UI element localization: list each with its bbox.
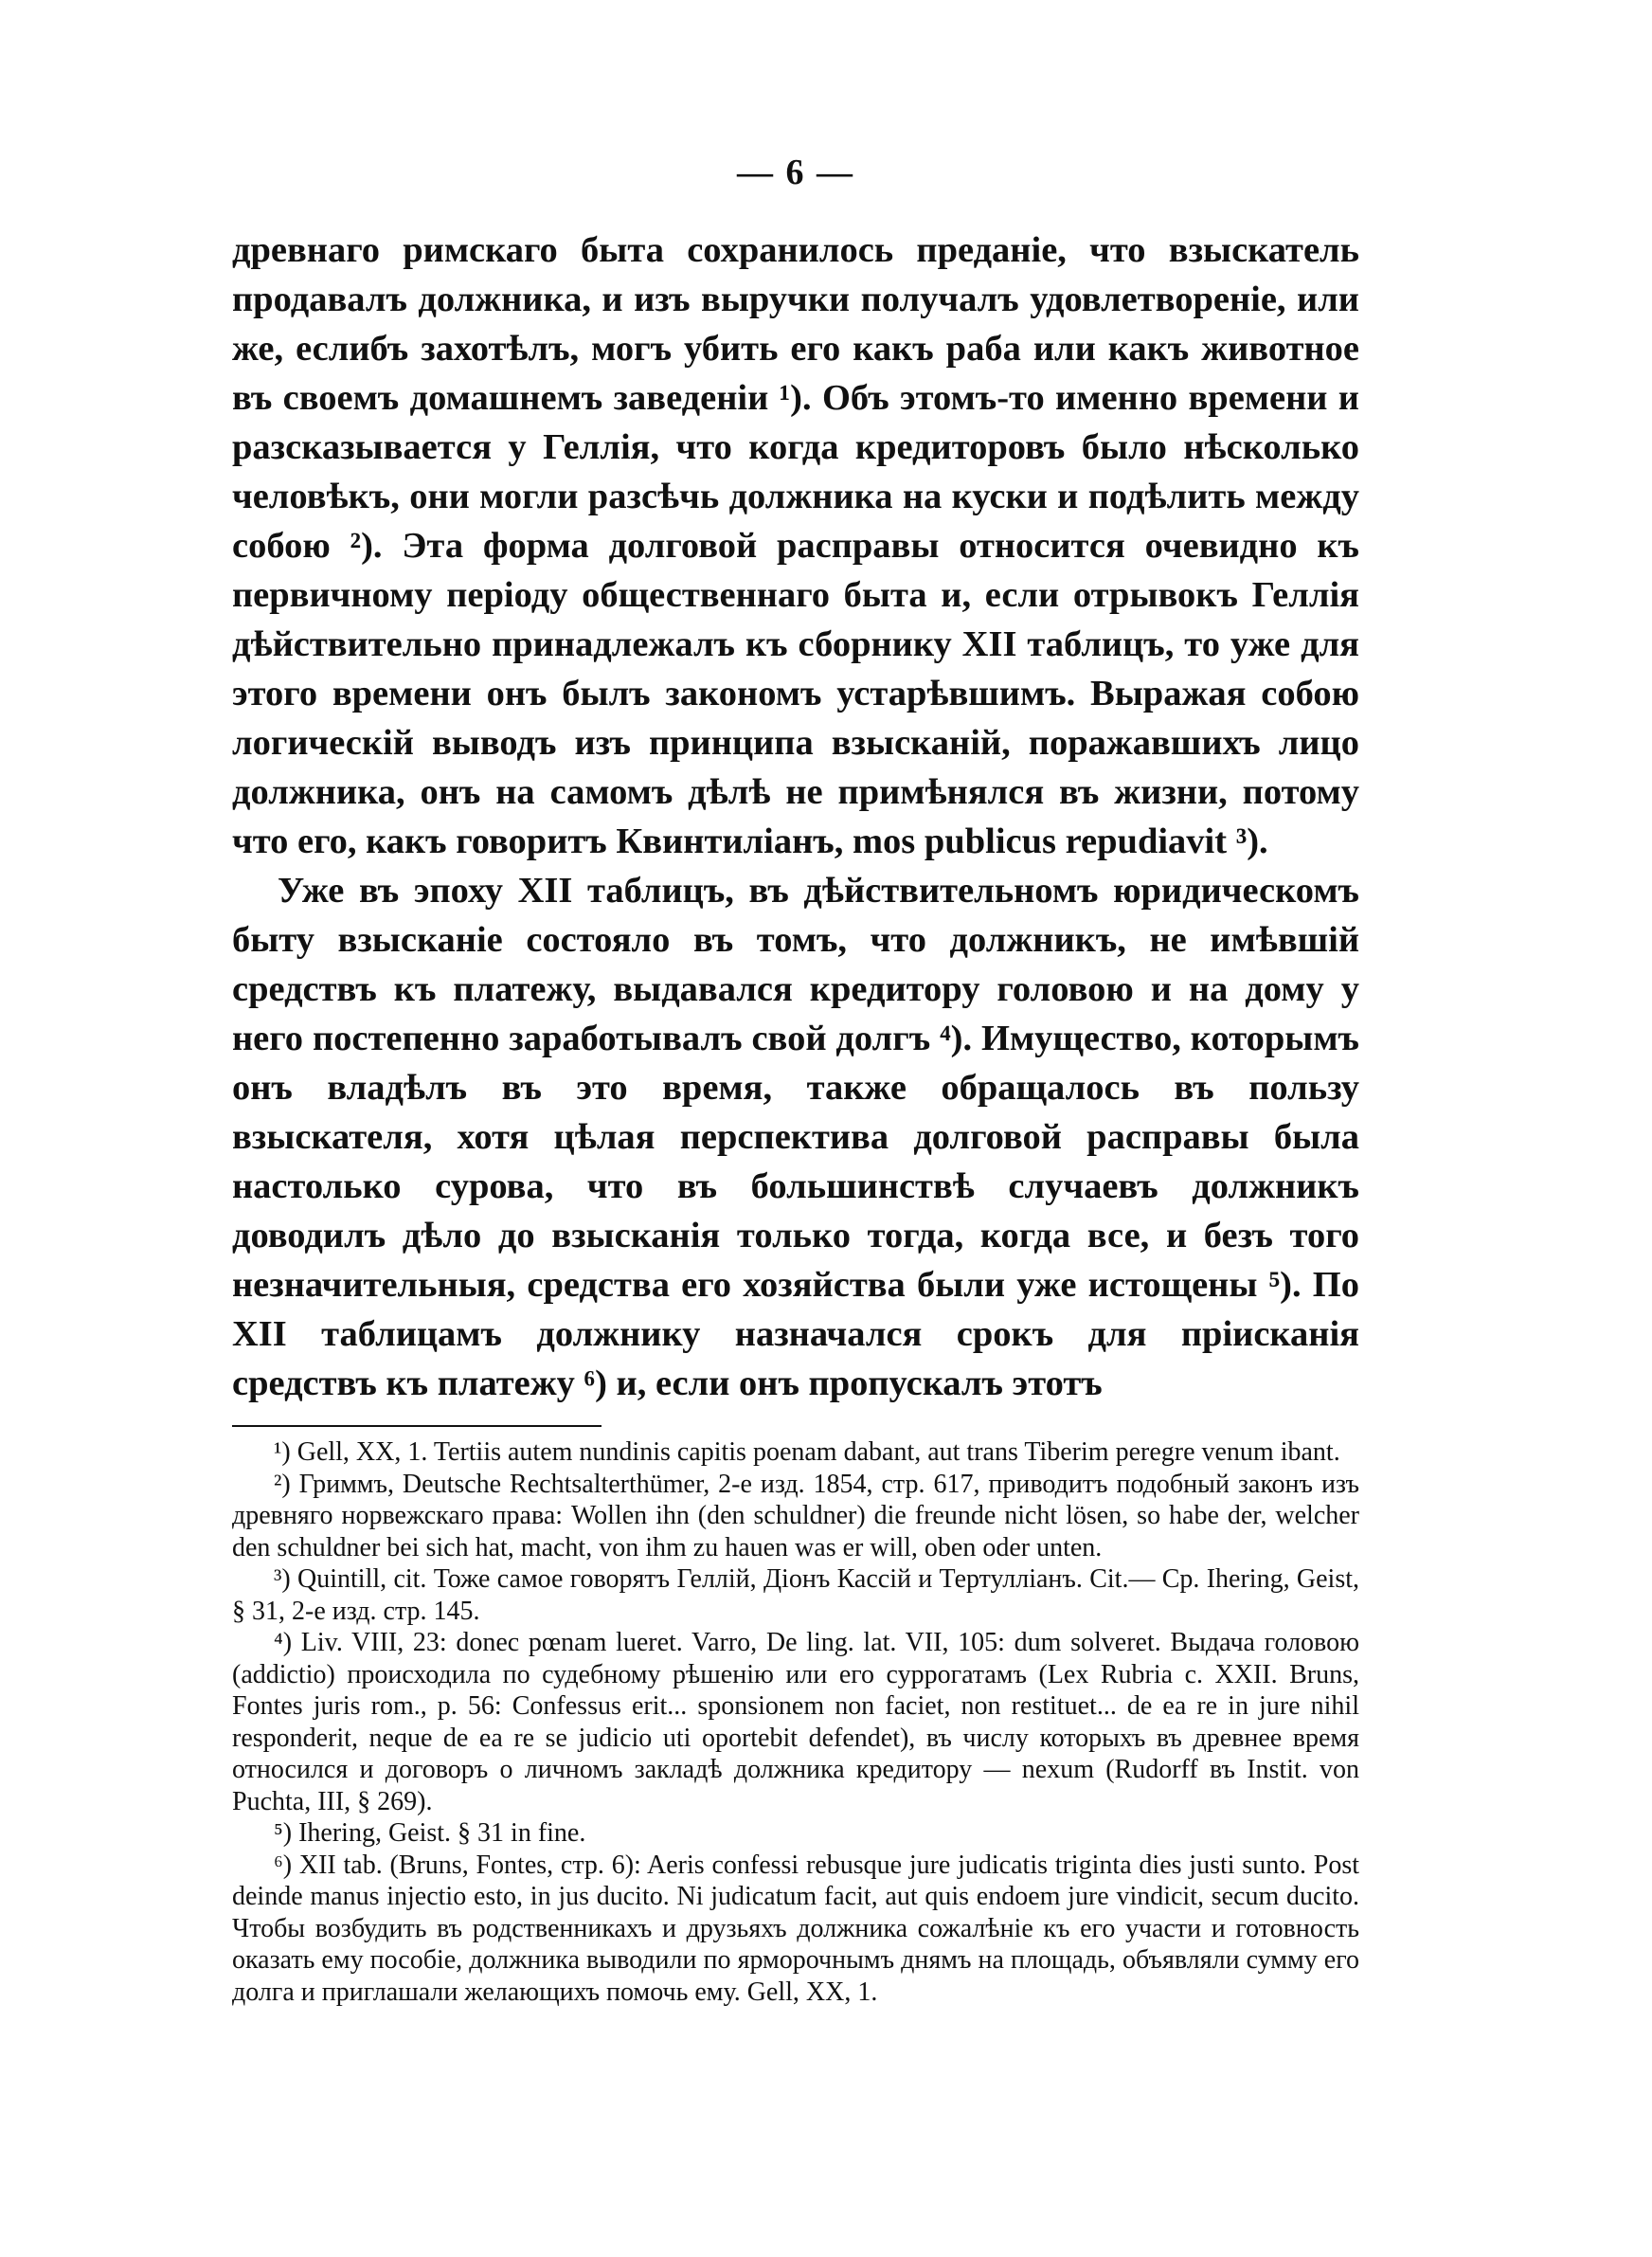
main-text: [232, 226, 1359, 1408]
footnote-2: ²) Гриммъ, Deutsche Rechtsalterthümer, 2-е изд. 1854, стр. 617, приводитъ подобный законъ изъ древняго норвежскаго права: Wollen ihn (den schuldner) die freunde nicht lösen, so habe der, welcher den schuldner bei sich hat, macht, von ihm zu hauen was er will, oben oder unten.: [232, 1469, 1359, 1562]
book-page: [232, 152, 1359, 2008]
footnote-6: ⁶) XII tab. (Bruns, Fontes, стр. 6): Aeris confessi rebusque jure judicatis triginta dies justi sunto. Post deinde manus injectio esto, in jus ducito. Ni judicatum facit, aut quis endoem jure vindicit, secum ducito. Чтобы возбудить въ родственникахъ и друзьяхъ должника сожалѣніе къ его участи и готовность оказать ему пособіе, должника выводили по ярморочнымъ днямъ на площадь, объявляли сумму его долга и приглашали желающихъ помочь ему. Gell, XX, 1.: [232, 1850, 1359, 2007]
footnote-divider: [232, 1425, 602, 1427]
footnotes: [232, 1436, 1359, 2008]
page-number: — 6 —: [737, 153, 854, 192]
paragraph-2: Уже въ эпоху XII таблицъ, въ дѣйствительномъ юридическомъ быту взысканіе состояло въ томъ, что должникъ, не имѣвшій средствъ къ платежу, выдавался кредитору головою и на дому у него постепенно заработывалъ свой долгъ ⁴). Имущество, которымъ онъ владѣлъ въ это время, также обращалось въ пользу взыскателя, хотя цѣлая перспектива долговой расправы была настолько сурова, что въ большинствѣ случаевъ должникъ доводилъ дѣло до взысканія только тогда, когда все, и безъ того незначительныя, средства его хозяйства были уже истощены ⁵). По XII таблицамъ должнику назначался срокъ для пріисканія средствъ къ платежу ⁶) и, если онъ пропускалъ этотъ: [232, 871, 1359, 1403]
paragraph-1: древнаго римскаго быта сохранилось преданіе, что взыскатель продавалъ должника, и изъ выручки получалъ удовлетвореніе, или же, еслибъ захотѣлъ, могъ убить его какъ раба или какъ животное въ своемъ домашнемъ заведеніи ¹). Объ этомъ-то именно времени и разсказывается у Геллія, что когда кредиторовъ было нѣсколько человѣкъ, они могли разсѣчь должника на куски и подѣлить между собою ²). Эта форма долговой расправы относится очевидно къ первичному періоду общественнаго быта и, если отрывокъ Геллія дѣйствительно принадлежалъ къ сборнику XII таблицъ, то уже для этого времени онъ былъ закономъ устарѣвшимъ. Выражая собою логическій выводъ изъ принципа взысканій, поражавшихъ лицо должника, онъ на самомъ дѣлѣ не примѣнялся въ жизни, потому что его, какъ говоритъ Квинтиліанъ, mos publicus repudiavit ³).: [232, 230, 1359, 861]
footnote-5: ⁵) Ihering, Geist. § 31 in fine.: [274, 1818, 586, 1848]
footnote-1: ¹) Gell, XX, 1. Tertiis autem nundinis capitis poenam dabant, aut trans Tiberim peregre venum ibant.: [274, 1437, 1340, 1467]
footnote-4: ⁴) Liv. VIII, 23: donec pœnam lueret. Varro, De ling. lat. VII, 105: dum solveret. Выдача головою (addictio) происходила по судебному рѣшенію или его суррогатамъ (Lex Rubria c. XXII. Bruns, Fontes juris rom., p. 56: Confessus erit... sponsionem non faciet, non restituet... de ea re in jure nihil responderit, neque de ea re se judicio uti oportebit defendet), въ числу которыхъ въ древнее время относился и договоръ о личномъ закладѣ должника кредитору — nexum (Rudorff въ Instit. von Puchta, III, § 269).: [232, 1628, 1359, 1816]
footnote-3: ³) Quintill, cit. Тоже самое говорятъ Геллій, Діонъ Кассій и Тертулліанъ. Cit.— Cp. Ihering, Geist, § 31, 2-е изд. стр. 145.: [232, 1564, 1359, 1626]
